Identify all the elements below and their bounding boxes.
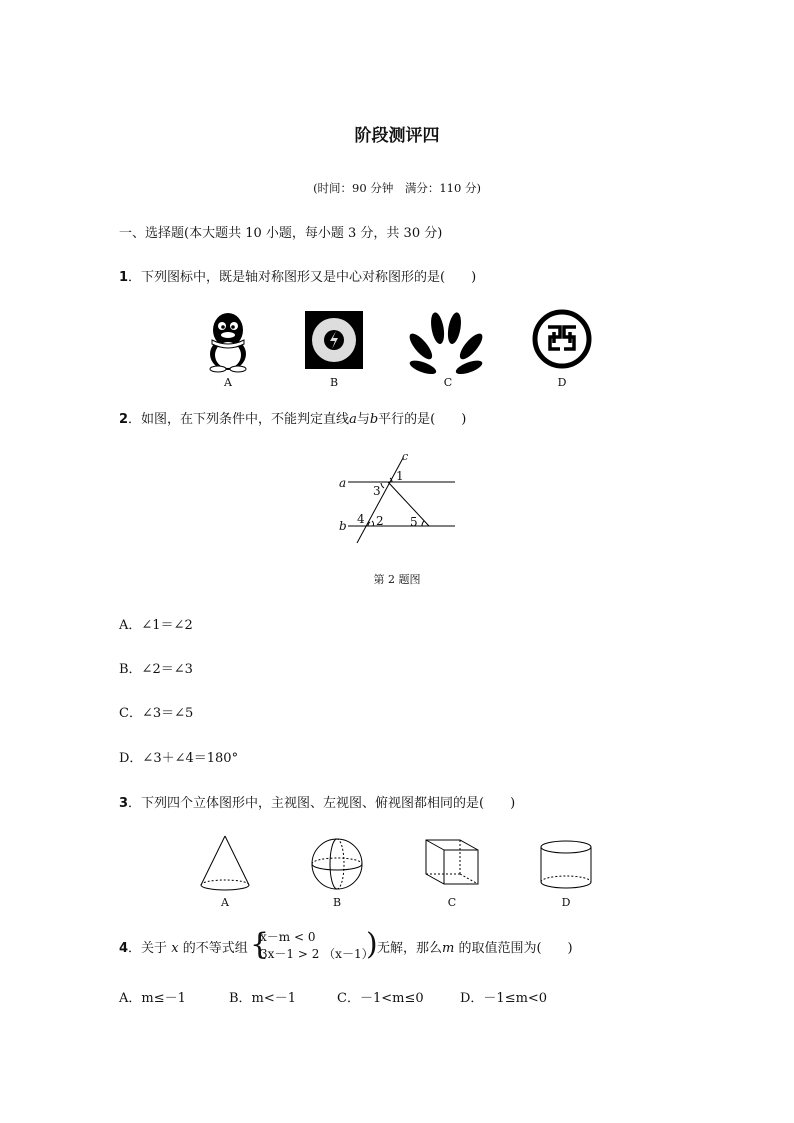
q2-option-a: A．∠1＝∠2 xyxy=(119,618,193,633)
question-text: ．下列四个立体图形中，主视图、左视图、俯视图都相同的是( ) xyxy=(128,796,516,811)
angle-4: 4 xyxy=(357,512,365,526)
angle-3: 3 xyxy=(373,484,381,498)
label-a: a xyxy=(339,476,347,490)
q2-option-d: D．∠3＋∠4＝180° xyxy=(119,751,239,766)
question-number: 4 xyxy=(119,941,129,956)
inequality-1: x－m < 0 xyxy=(260,930,316,944)
solid-label-c: C xyxy=(447,896,457,909)
question-number: 3 xyxy=(119,796,129,811)
right-bracket: ) xyxy=(366,927,378,962)
section-heading: 一、选择题(本大题共 10 小题，每小题 3 分，共 30 分) xyxy=(119,226,443,241)
prism-icon xyxy=(426,840,478,884)
cylinder-icon xyxy=(541,841,591,888)
question-4 xyxy=(119,941,248,957)
question-text: 无解，那么 xyxy=(377,941,443,956)
q4-option-b: B．m<－1 xyxy=(229,991,297,1006)
q4-option-c: C．－1<m≤0 xyxy=(337,991,424,1006)
exam-info: (时间：90 分钟 满分：110 分) xyxy=(313,181,481,195)
cone-icon xyxy=(201,836,249,890)
option-label-c: C xyxy=(443,376,453,389)
question-text: ．如图，在下列条件中，不能判定直线 xyxy=(128,412,350,427)
q4-option-d: D．－1≤m<0 xyxy=(460,991,548,1006)
q2-option-c: C．∠3＝∠5 xyxy=(119,706,194,721)
q2-option-b: B．∠2＝∠3 xyxy=(119,662,193,677)
option-label-a: A xyxy=(224,376,232,389)
question-text: 平行的是( ) xyxy=(378,412,467,427)
option-label-b: B xyxy=(329,376,339,389)
angle-2: 2 xyxy=(376,514,384,528)
solid-label-b: B xyxy=(332,896,342,909)
figure-caption: 第 2 题图 xyxy=(373,573,421,586)
angle-5: 5 xyxy=(410,515,418,529)
left-brace: { xyxy=(250,927,270,962)
var-m: m xyxy=(442,941,455,956)
label-b: b xyxy=(339,519,347,533)
question-text: ．下列图标中，既是轴对称图形又是中心对称图形的是( ) xyxy=(128,270,477,285)
sphere-icon xyxy=(312,839,362,889)
question-text: 的不等式组 xyxy=(182,941,248,956)
solid-label-d: D xyxy=(561,896,571,909)
solid-label-a: A xyxy=(221,896,229,909)
page-title: 阶段测评四 xyxy=(354,126,440,146)
question-text: ．关于 xyxy=(128,941,168,956)
question-4-cont xyxy=(377,941,573,957)
inequality-2: 3x－1 > 2 （x－1） xyxy=(260,947,374,961)
var-a: a xyxy=(349,412,357,427)
question-text: 与 xyxy=(356,412,370,427)
var-x: x xyxy=(171,941,179,956)
angle-1: 1 xyxy=(396,469,404,483)
question-text: 的取值范围为( ) xyxy=(458,941,573,956)
question-number: 2 xyxy=(119,412,129,427)
var-b: b xyxy=(369,412,379,427)
q4-option-a: A．m≤－1 xyxy=(119,991,186,1006)
option-label-d: D xyxy=(557,376,567,389)
label-c: c xyxy=(402,450,409,463)
question-number: 1 xyxy=(119,270,129,285)
